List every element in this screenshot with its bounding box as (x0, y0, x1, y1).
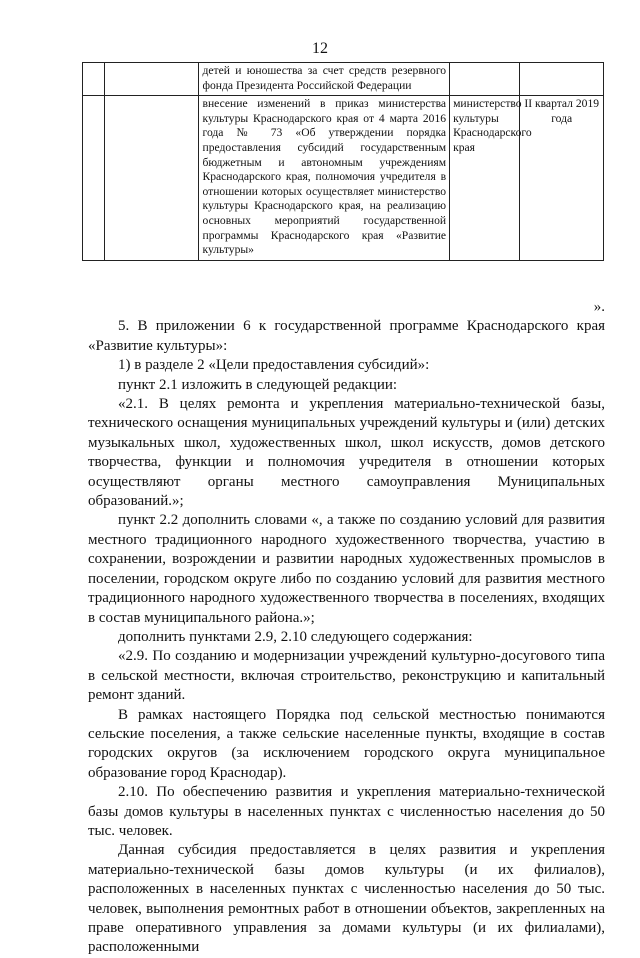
paragraph: пункт 2.1 изложить в следующей редакции: (118, 376, 398, 393)
paragraph: 5. В приложении 6 к государственной программе Краснодарского края «Развитие культуры»: (88, 318, 605, 354)
table-cell-executor: министерство культуры Краснодарского края (450, 96, 520, 261)
paragraph: 2.10. По обеспечению развития и укрепления материально-технической базы домов культуры в населенных пунктах с численностью населения до 50 тыс. человек. (88, 784, 605, 839)
document-body (88, 298, 605, 958)
paragraph: Данная субсидия предоставляется в целях развития и укрепления материально-технической базы домов культуры (и их филиалов), расположенных в населенных пунктах с численностью населения до 50 тыс. человек, выполнения ремонтных работ в отношении объектов, закрепленных на праве оперативного управления за домами культуры (и их филиалами), расположенными (88, 842, 605, 956)
table-cell-deadline: II квартал 2019 года (520, 96, 604, 261)
paragraph: 1) в разделе 2 «Цели предоставления субсидий»: (118, 357, 430, 374)
table-row (83, 63, 604, 96)
table-cell-deadline (520, 63, 604, 96)
page-number: 12 (312, 40, 328, 57)
table-cell-number (83, 96, 105, 261)
paragraph: «2.1. В целях ремонта и укрепления материально-технической базы, технического оснащения муниципальных учреждений культуры и (или) детских музыкальных школ, художественных школ, школ искусств, домов детского творчества, функции и полномочия учредителя в отношении которых осуществляют органы местного самоуправления Муниципальных образований.»; (88, 396, 605, 510)
measures-table (82, 62, 604, 261)
table-row (83, 96, 604, 261)
paragraph: «2.9. По созданию и модернизации учреждений культурно-досугового типа в сельской местности, включая строительство, реконструкцию и капитальный ремонт зданий. (88, 648, 605, 704)
table-cell-name (104, 63, 199, 96)
table-cell-measure: внесение изменений в приказ министерства культуры Краснодарского края от 4 марта 2016 года № 73 «Об утверждении порядка предоставления субсидий государственным бюджетным и автономным учреждениям Краснодарского края, полномочия учредителя в отношении которых осуществляет министерство культуры Краснодарского края, на реализацию основных мероприятий государственной программы Краснодарского края «Развитие культуры» (199, 96, 450, 261)
paragraph: дополнить пунктами 2.9, 2.10 следующего содержания: (118, 628, 473, 645)
closing-quote: ». (593, 299, 605, 315)
paragraph: пункт 2.2 дополнить словами «, а также по созданию условий для развития местного традиционного народного художественного творчества, участию в сохранении, возрождении и развитии народных художественных промыслов в поселении, городском округе либо по созданию условий для развития местного традиционного народного художественного творчества в поселениях, входящих в состав муниципального района.»; (88, 512, 605, 626)
table-cell-measure: детей и юношества за счет средств резервного фонда Президента Российской Федерации (199, 63, 450, 96)
paragraph: В рамках настоящего Порядка под сельской местностью понимаются сельские поселения, а также сельские населенные пункты, входящие в состав городских округов (за исключением городского округа муниципальное образование город Краснодар). (88, 706, 605, 781)
table-cell-executor (450, 63, 520, 96)
table-cell-name (104, 96, 199, 261)
table-cell-number (83, 63, 105, 96)
